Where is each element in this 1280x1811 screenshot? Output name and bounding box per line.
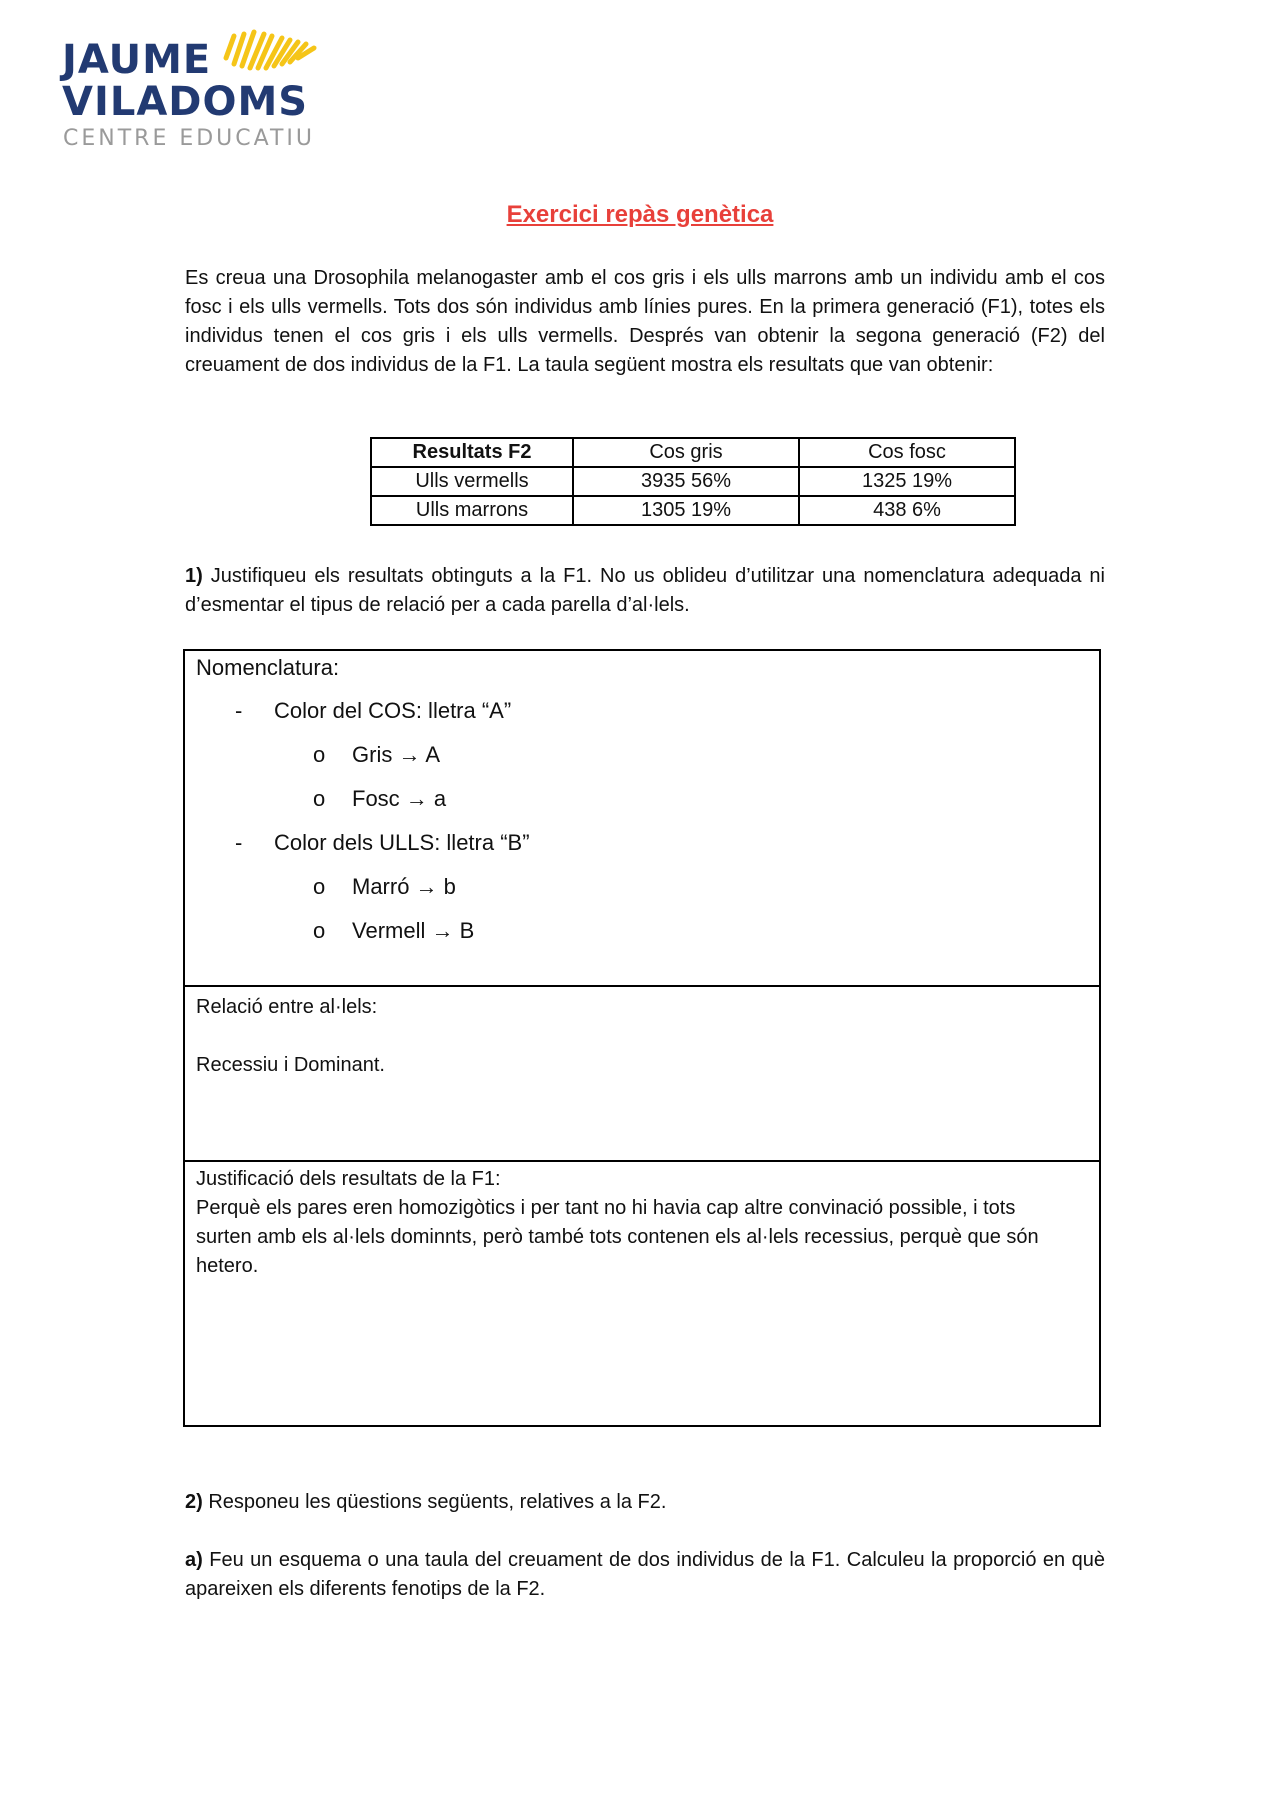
question-2-number: 2) bbox=[185, 1491, 203, 1513]
intro-paragraph: Es creua una Drosophila melanogaster amb el cos gris i els ulls marrons amb un individu amb el cos fosc i els ulls vermells. Tots dos són individus amb línies pures. En la primera generació (F1), totes els individus tenen el cos gris i els ulls vermells. Després van obtenir la segona generació (F2) del creuament de dos individus de la F1. La taula següent mostra els resultats que van obtenir: bbox=[185, 267, 1105, 376]
dash-marker: - bbox=[235, 698, 243, 723]
allele-item: Fosc → a bbox=[352, 786, 447, 811]
justification-box bbox=[183, 1160, 1101, 1427]
table-header-row bbox=[371, 438, 1015, 467]
table-header-cell: Cos gris bbox=[573, 438, 799, 467]
question-2a bbox=[185, 1546, 1105, 1604]
bullet-marker: o bbox=[313, 918, 326, 943]
dash-marker: - bbox=[235, 830, 243, 855]
gene-title-body: Color del COS: lletra “A” bbox=[274, 698, 512, 723]
relation-box bbox=[183, 985, 1101, 1162]
table-header-cell: Cos fosc bbox=[799, 438, 1015, 467]
allele-item: Gris → A bbox=[352, 742, 441, 767]
question-2a-text: Feu un esquema o una taula del creuament de dos individus de la F1. Calculeu la proporció en què apareixen els diferents fenotips de la F2. bbox=[185, 1549, 1105, 1600]
page-title: Exercici repàs genètica bbox=[506, 201, 774, 228]
relation-answer: Recessiu i Dominant. bbox=[196, 1054, 385, 1076]
results-table bbox=[370, 437, 1016, 526]
nomenclature-heading: Nomenclatura: bbox=[196, 655, 340, 680]
table-row bbox=[371, 496, 1015, 525]
table-cell: 3935 56% bbox=[573, 467, 799, 496]
logo-line-1: JAUME bbox=[62, 37, 212, 83]
allele-item: Vermell → B bbox=[352, 918, 475, 943]
table-cell: Ulls marrons bbox=[371, 496, 573, 525]
justification-answer: Perquè els pares eren homozigòtics i per tant no hi havia cap altre convinació possible, i tots surten amb els al·lels dominnts, però també tots contenen els al·lels recessius, perquè que són hetero. bbox=[196, 1197, 1039, 1277]
table-cell: 1305 19% bbox=[573, 496, 799, 525]
question-1-number: 1) bbox=[185, 565, 203, 587]
table-cell: Ulls vermells bbox=[371, 467, 573, 496]
question-1 bbox=[185, 562, 1105, 620]
bullet-marker: o bbox=[313, 742, 326, 767]
relation-label: Relació entre al·lels: bbox=[196, 996, 378, 1018]
table-header-cell: Resultats F2 bbox=[371, 438, 573, 467]
logo-brush-icon bbox=[220, 28, 320, 74]
question-2a-number: a) bbox=[185, 1549, 203, 1571]
table-cell: 1325 19% bbox=[799, 467, 1015, 496]
table-cell: 438 6% bbox=[799, 496, 1015, 525]
question-2 bbox=[185, 1488, 1105, 1517]
gene-title-eyes: Color dels ULLS: lletra “B” bbox=[274, 830, 530, 855]
allele-item: Marró → b bbox=[352, 874, 456, 899]
bullet-marker: o bbox=[313, 874, 326, 899]
school-logo bbox=[62, 28, 322, 158]
nomenclature-box bbox=[183, 649, 1101, 987]
justification-label: Justificació dels resultats de la F1: bbox=[196, 1168, 501, 1190]
bullet-marker: o bbox=[313, 786, 326, 811]
logo-line-3: CENTRE EDUCATIU bbox=[63, 126, 316, 151]
question-1-text: Justifiqueu els resultats obtinguts a la F1. No us oblideu d’utilitzar una nomenclatura adequada ni d’esmentar el tipus de relació per a cada parella d’al·lels. bbox=[185, 565, 1105, 616]
question-2-text: Responeu les qüestions següents, relatives a la F2. bbox=[202, 1491, 667, 1513]
table-row bbox=[371, 467, 1015, 496]
logo-line-2: VILADOMS bbox=[62, 79, 309, 125]
